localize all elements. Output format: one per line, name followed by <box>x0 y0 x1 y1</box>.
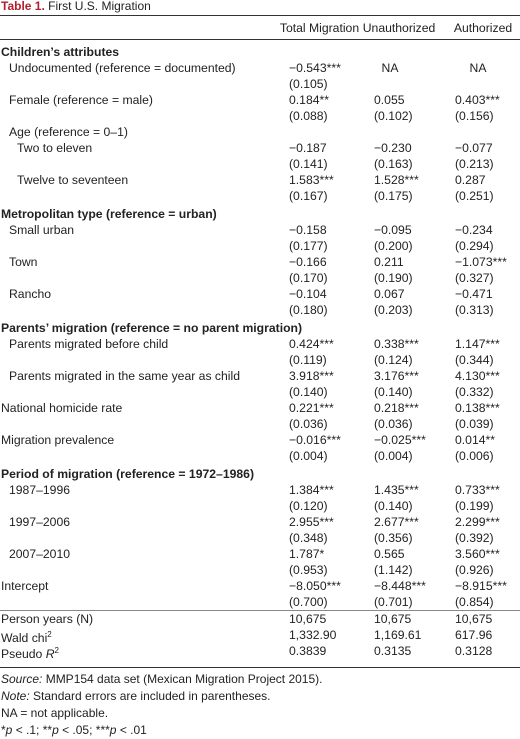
cell-unauthorized: 0.211 <box>374 255 404 269</box>
sig-part: p <box>109 723 117 737</box>
sig-part: * <box>1 723 6 737</box>
cell-authorized: (0.156) <box>455 109 494 123</box>
row-label-text: Person years (N) <box>1 612 94 626</box>
cell-unauthorized: 2.677*** <box>374 515 419 529</box>
standard-error-note <box>1 688 519 705</box>
row-label-text: Period of migration (reference = 1972–1986) <box>1 467 254 481</box>
cell-unauthorized: −0.095 <box>374 223 412 237</box>
standard-error-row <box>0 156 520 172</box>
row-label-italic: R <box>45 647 55 662</box>
cell-total-migration: −0.158 <box>289 223 327 237</box>
section-header-row <box>0 44 520 60</box>
table-row <box>0 222 520 238</box>
cell-authorized: (0.294) <box>455 239 494 253</box>
cell-authorized: (0.199) <box>455 499 494 513</box>
cell-authorized: 0.287 <box>455 173 486 187</box>
row-label <box>9 336 168 352</box>
row-label <box>9 254 37 270</box>
section-header-row <box>0 206 520 222</box>
table-row <box>0 514 520 530</box>
table-row <box>0 400 520 416</box>
table-row <box>0 92 520 108</box>
row-label <box>1 578 48 594</box>
cell-authorized: 0.403*** <box>455 93 500 107</box>
cell-unauthorized: −0.230 <box>374 141 412 155</box>
cell-unauthorized: −0.025*** <box>374 433 426 447</box>
row-label <box>9 286 51 302</box>
cell-unauthorized: (0.203) <box>374 303 413 317</box>
row-label <box>9 546 70 562</box>
cell-unauthorized: (0.175) <box>374 189 413 203</box>
cell-total-migration: (0.141) <box>289 157 328 171</box>
cell-authorized: −1.073*** <box>455 255 507 269</box>
row-label-text: 1997–2006 <box>9 515 71 529</box>
sig-part: p <box>52 723 59 737</box>
cell-authorized: (0.926) <box>455 563 494 577</box>
cell-authorized: 4.130*** <box>455 369 500 383</box>
row-label-text: Metropolitan type (reference = urban) <box>1 207 217 221</box>
cell-total-migration: −0.104 <box>289 287 327 301</box>
row-label-text: Undocumented (reference = documented) <box>9 61 236 75</box>
cell-authorized: 0.138*** <box>455 401 500 415</box>
standard-error-row <box>0 384 520 400</box>
table-row <box>0 254 520 270</box>
standard-error-row <box>0 562 520 578</box>
row-label <box>1 320 302 336</box>
cell-total-migration: (0.120) <box>289 499 328 513</box>
row-label-text: Town <box>9 255 38 269</box>
significance-note <box>1 722 519 739</box>
row-label-text: Parents migrated in the same year as child <box>9 369 240 383</box>
cell-authorized: (0.006) <box>455 449 494 463</box>
cell-total-migration: −0.187 <box>289 141 327 155</box>
na-note: NA = not applicable. <box>1 706 109 720</box>
row-label <box>9 368 240 384</box>
cell-unauthorized: (0.124) <box>374 353 413 367</box>
table-body <box>0 44 520 662</box>
cell-total-migration: 0.221*** <box>289 401 334 415</box>
cell-total-migration: (0.088) <box>289 109 328 123</box>
row-label-superscript: 2 <box>47 630 52 639</box>
cell-total-migration: (0.177) <box>289 239 328 253</box>
sig-part: < .05; *** <box>58 723 110 737</box>
cell-unauthorized: NA <box>381 61 399 75</box>
row-label <box>9 222 74 238</box>
row-label <box>9 482 70 498</box>
cell-unauthorized: (0.036) <box>374 417 413 431</box>
row-label-text: Age (reference = 0–1) <box>9 125 128 139</box>
cell-unauthorized: 1,169.61 <box>374 628 422 642</box>
note-label: Note: <box>1 689 30 703</box>
table-row <box>0 172 520 188</box>
source-label: Source: <box>1 672 43 686</box>
table-row <box>0 286 520 302</box>
cell-authorized: −0.471 <box>455 287 493 301</box>
table-title: First U.S. Migration <box>44 0 151 13</box>
cell-unauthorized: (0.140) <box>374 385 413 399</box>
row-label <box>9 514 70 530</box>
cell-total-migration: 0.424*** <box>289 337 334 351</box>
header-authorized: Authorized <box>453 21 513 35</box>
cell-total-migration: (0.036) <box>289 417 328 431</box>
row-label-text: Pseudo <box>1 647 46 662</box>
cell-total-migration: (0.170) <box>289 271 328 285</box>
cell-authorized: −0.077 <box>455 141 493 155</box>
row-label <box>9 124 128 140</box>
row-label <box>1 432 114 448</box>
standard-error-row <box>0 498 520 514</box>
cell-unauthorized: 0.067 <box>374 287 405 301</box>
cell-unauthorized: 0.565 <box>374 547 405 561</box>
cell-total-migration: −0.543*** <box>289 61 341 75</box>
table-row <box>0 432 520 448</box>
row-label <box>9 60 236 76</box>
standard-error-row <box>0 188 520 204</box>
cell-total-migration: 0.184** <box>289 93 329 107</box>
cell-unauthorized: 1.528*** <box>374 173 419 187</box>
table-row <box>0 546 520 562</box>
cell-unauthorized: −8.448*** <box>374 579 426 593</box>
row-label <box>9 92 153 108</box>
cell-authorized: (0.392) <box>455 531 494 545</box>
cell-unauthorized: 0.338*** <box>374 337 419 351</box>
cell-authorized: 3.560*** <box>455 547 500 561</box>
cell-total-migration: (0.348) <box>289 531 328 545</box>
cell-authorized: (0.251) <box>455 189 494 203</box>
cell-authorized: NA <box>469 61 487 75</box>
cell-unauthorized: 10,675 <box>374 612 412 626</box>
cell-authorized: 0.014** <box>455 433 495 447</box>
sig-part: < .1; ** <box>12 723 53 737</box>
row-label <box>1 44 119 60</box>
cell-total-migration: 1.384*** <box>289 483 334 497</box>
standard-error-row <box>0 530 520 546</box>
row-label-text: Wald chi <box>1 631 48 646</box>
standard-error-row <box>0 270 520 286</box>
cell-total-migration: (0.953) <box>289 563 328 577</box>
header-unauthorized: Unauthorized <box>362 21 436 35</box>
cell-total-migration: 1.787* <box>289 547 325 561</box>
cell-unauthorized: 0.055 <box>374 93 405 107</box>
table-row <box>0 627 520 646</box>
row-label <box>1 400 122 416</box>
row-label-text: Female (reference = male) <box>9 93 153 107</box>
cell-total-migration: (0.004) <box>289 449 328 463</box>
table-notes <box>1 671 519 739</box>
cell-authorized: (0.854) <box>455 595 494 609</box>
cell-total-migration: −0.016*** <box>289 433 341 447</box>
sig-part: p <box>5 723 13 737</box>
header-rule <box>0 39 520 40</box>
source-note <box>1 671 519 688</box>
cell-total-migration: −0.166 <box>289 255 327 269</box>
standard-error-row <box>0 352 520 368</box>
cell-authorized: (0.213) <box>455 157 494 171</box>
cell-total-migration: (0.700) <box>289 595 328 609</box>
note-text: Standard errors are included in parentheses. <box>29 689 271 703</box>
cell-total-migration: 1.583*** <box>289 173 334 187</box>
cell-authorized: −0.234 <box>455 223 493 237</box>
cell-total-migration: 1,332.90 <box>289 628 337 642</box>
cell-total-migration: −8.050*** <box>289 579 341 593</box>
cell-authorized: 0.733*** <box>455 483 500 497</box>
cell-total-migration: (0.167) <box>289 189 328 203</box>
cell-authorized: (0.327) <box>455 271 494 285</box>
cell-total-migration: 3.918*** <box>289 369 334 383</box>
standard-error-row <box>0 238 520 254</box>
standard-error-row <box>0 416 520 432</box>
cell-authorized: (0.039) <box>455 417 494 431</box>
cell-unauthorized: 3.176*** <box>374 369 419 383</box>
cell-total-migration: 0.3839 <box>289 644 327 658</box>
cell-authorized: 0.3128 <box>455 644 493 658</box>
cell-authorized: (0.332) <box>455 385 494 399</box>
row-label-text: Intercept <box>1 579 49 593</box>
row-label <box>1 466 254 482</box>
row-label-text: Twelve to seventeen <box>17 173 129 187</box>
row-label <box>17 172 128 188</box>
row-label-text: Migration prevalence <box>1 433 115 447</box>
row-label-text: Parents migrated before child <box>9 337 169 351</box>
row-label-text: 1987–1996 <box>9 483 71 497</box>
sig-part: < .01 <box>116 723 147 737</box>
cell-authorized: 10,675 <box>455 612 493 626</box>
cell-unauthorized: (0.004) <box>374 449 413 463</box>
table-row <box>0 124 520 140</box>
cell-total-migration: 2.955*** <box>289 515 334 529</box>
row-label <box>17 140 92 156</box>
row-label-text: Rancho <box>9 287 52 301</box>
cell-unauthorized: (0.140) <box>374 499 413 513</box>
table-caption <box>0 0 151 16</box>
table-row <box>0 60 520 76</box>
cell-unauthorized: (0.163) <box>374 157 413 171</box>
cell-authorized: (0.344) <box>455 353 494 367</box>
row-label <box>1 611 93 627</box>
cell-total-migration: (0.140) <box>289 385 328 399</box>
standard-error-row <box>0 594 520 610</box>
row-label-text: Parents’ migration (reference = no parent migration) <box>1 321 303 335</box>
standard-error-row <box>0 76 520 92</box>
cell-unauthorized: 0.218*** <box>374 401 419 415</box>
table-row <box>0 578 520 594</box>
table-row <box>0 336 520 352</box>
standard-error-row <box>0 108 520 124</box>
cell-unauthorized: (0.200) <box>374 239 413 253</box>
cell-unauthorized: 0.3135 <box>374 644 412 658</box>
row-label-text: Small urban <box>9 223 75 237</box>
cell-unauthorized: (0.356) <box>374 531 413 545</box>
table-row <box>0 643 520 662</box>
table-number: Table 1. <box>1 0 45 13</box>
cell-total-migration: (0.105) <box>289 77 328 91</box>
cell-authorized: −8.915*** <box>455 579 507 593</box>
cell-authorized: 617.96 <box>455 628 493 642</box>
cell-authorized: (0.313) <box>455 303 494 317</box>
cell-authorized: 2.299*** <box>455 515 500 529</box>
row-label <box>1 643 59 662</box>
standard-error-row <box>0 448 520 464</box>
row-label-text: Children’s attributes <box>1 45 120 59</box>
cell-total-migration: (0.119) <box>289 353 327 367</box>
standard-error-row <box>0 302 520 318</box>
cell-unauthorized: (0.701) <box>374 595 413 609</box>
row-label <box>1 206 217 222</box>
section-header-row <box>0 466 520 482</box>
table-row <box>0 482 520 498</box>
cell-total-migration: 10,675 <box>289 612 327 626</box>
table-row <box>0 610 520 627</box>
table-row <box>0 140 520 156</box>
top-rule <box>0 15 520 16</box>
row-label-text: National homicide rate <box>1 401 123 415</box>
row-label-superscript: 2 <box>54 646 59 655</box>
header-total-migration: Total Migration <box>279 21 360 35</box>
cell-unauthorized: 1.435*** <box>374 483 419 497</box>
cell-unauthorized: (0.190) <box>374 271 413 285</box>
cell-unauthorized: (1.142) <box>374 563 413 577</box>
row-label-text: 2007–2010 <box>9 547 71 561</box>
cell-authorized: 1.147*** <box>455 337 500 351</box>
section-header-row <box>0 320 520 336</box>
source-text: MMP154 data set (Mexican Migration Project 2015). <box>42 672 323 686</box>
row-label-text: Two to eleven <box>17 141 93 155</box>
table-row <box>0 368 520 384</box>
cell-unauthorized: (0.102) <box>374 109 413 123</box>
bottom-rule <box>0 667 520 668</box>
cell-total-migration: (0.180) <box>289 303 328 317</box>
